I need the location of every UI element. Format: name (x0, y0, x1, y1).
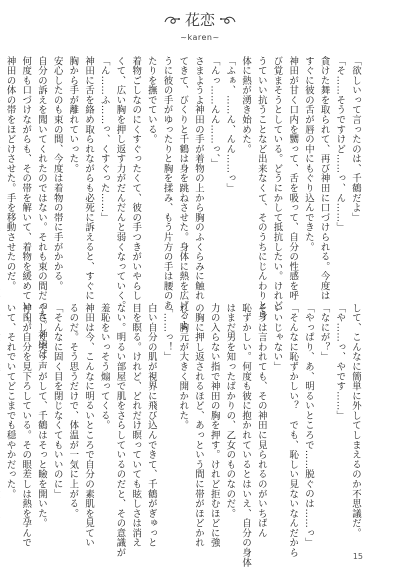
text-column: 白い自分の肌が視界に飛び込んできて、千鶴がぎゅっと (145, 303, 157, 548)
text-column: れ、胸元が大きく開かれた。 (177, 303, 189, 431)
chapter-subtitle: ~karen~ (180, 33, 220, 42)
text-column: 「ふぁ、……ん、んん……っ」 (224, 56, 236, 193)
text-column: 「なにが？」 (318, 303, 330, 362)
text-column: 神田が自分を見下ろしている。その眼差しは熱を孕んで (20, 303, 32, 548)
text-column: いいじゃない」 (271, 303, 283, 372)
text-column (0, 56, 2, 289)
text-column: 貪けた舞を取られて、再び神田に口づけられる。今度は (318, 56, 330, 301)
text-column: 神田に舌を絡め取られながらも必死に訴えると、すぐに (83, 56, 95, 301)
text-column: 何度も口づけながらも、その帯を解いて、着物を緩めていく。 (20, 56, 32, 331)
chapter-title: 花恋 (184, 11, 215, 29)
text-column: 神田が甘く口内を嬲って、舌を吸って、自分の性感を呼 (287, 56, 299, 301)
text-column: くて、広い胸を押し返す力がだんだんと弱くなっていく。 (114, 56, 126, 311)
text-column: 羞恥をいっそう煽ってくる。 (98, 303, 110, 431)
text-column: ない。明るい部屋で肌をさらしているのだと、その意識が (114, 303, 126, 558)
text-column: 「そんなに固く目を閉じなくてもいいのに」 (51, 303, 63, 499)
text-column: び覚まそうとしている。どうにかして抵抗したい。けれど (271, 56, 283, 311)
text-column: るのだ。そう思うだけで、体温が一気に上がる。 (67, 303, 79, 519)
text-column: 「ん……ふ……っ、くすぐった……」 (98, 56, 110, 223)
text-column: いて、それでいてどこまでも穏やかだった。 (4, 303, 16, 499)
text-column: 着物ごしなのにくすぐったくて、彼の手つきがいやらし (130, 56, 142, 301)
text-column: 目を瞑る。けれど、どれだけ瞑っていても眩しさは消え (130, 303, 142, 548)
text-column: 「欲しいって言ったのは、千鶴だよ」 (350, 56, 361, 223)
page-number: 15 (352, 552, 363, 561)
text-column (0, 303, 2, 528)
text-column: そうは言われても、その神田に見られるのがいちばん (255, 303, 267, 538)
text-column: 胸から手が離れていった。 (67, 56, 79, 174)
text-column: の胸に押し返されるほど、あっという間に帯がほどかれ (192, 303, 204, 548)
text-column: 神田の体の帯をほどけさせた。手を移動させたのだ。 (4, 56, 16, 291)
text-column: てきて、びくりと千鶴は身を跳ねさせた。身体に熱を広げるよ (177, 56, 189, 331)
text-column: 神田は今、こんなに明るいところで自分の素肌を見てい (83, 303, 95, 548)
left-flourish-icon (163, 14, 181, 26)
text-column: すぐに彼の舌が唇の中にもぐり込んできた。 (302, 56, 314, 252)
text-column: 「そんなに恥ずかしい？ でも、恥しい見ないなんだから (287, 303, 299, 558)
text-column: 力の入らない指で神田の胸を押す。けれど拒むほどに強 (208, 303, 220, 548)
text-column: 体に熱が湧き始めた。 (240, 56, 252, 154)
text-column: 自分の訴えを聞いてくれたのではない。それも束の間だった。神田は (35, 56, 47, 360)
text-column: 「や……っ、やです……」 (334, 303, 346, 421)
text-column: 安心したのも束の間、今度は着物の帯に手がかかる。 (51, 56, 63, 291)
text-column: 「んっ……んん……っ、」 (208, 56, 220, 169)
text-column: 「そ……そうですけど……っ、ん……」 (334, 56, 346, 233)
chapter-header (144, 10, 256, 46)
text-column: うていい抗うことなど出来なくて、そのうちにじんわりと身 (255, 56, 267, 321)
text-column: うに彼の手がゆったりと胸を揉み、もう片方の手は腰のあ (161, 56, 173, 311)
text-column: 「やっぱり、あ、明るいところで……脱ぐのは……っ」 (302, 303, 314, 548)
right-flourish-icon (219, 14, 237, 26)
text-column: さまようよ神田の手が着物の上から胸のふくらみに触れ (192, 56, 204, 301)
chapter-title-row (144, 10, 256, 30)
text-column: して、こんなに簡単に外してしまえるのか不思議だ。 (350, 303, 361, 538)
text-column: はまだ男を知ったばかりの、乙女のものなのだ。 (224, 303, 236, 519)
text-column: 「……っ！」 (161, 303, 173, 362)
text-column: 恥ずかしい。何度も彼に抱かれているとはいえ、自分の身体 (240, 303, 252, 568)
text-column: やさしく笑う声がして、千鶴はそっと瞼を開いた。 (35, 303, 47, 529)
text-column: たりを撫でている。 (145, 56, 157, 145)
